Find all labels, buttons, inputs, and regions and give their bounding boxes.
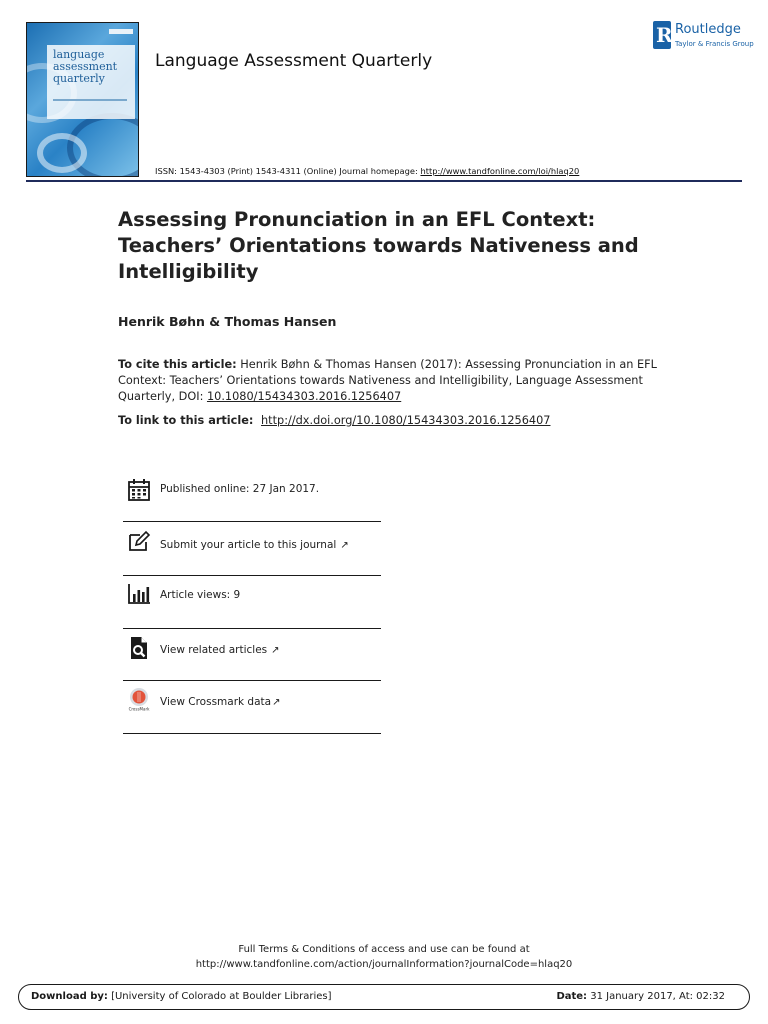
download-label: Download by: <box>31 991 108 1002</box>
article-authors: Henrik Bøhn & Thomas Hansen <box>118 314 337 329</box>
article-views-text: Article views: 9 <box>160 589 241 601</box>
related-articles-label: View related articles <box>160 644 268 656</box>
cover-decoration <box>37 133 87 173</box>
cite-label: To cite this article: <box>118 358 237 371</box>
submit-article-label: Submit your article to this journal <box>160 539 337 551</box>
cite-text: Henrik Bøhn & Thomas Hansen (2017): Assessing Pronunciation in an EFL Context: Teachers’ Orientations towards Nativeness and Intelligibility, Language Assessment Quarterly, DOI: <box>118 358 657 403</box>
published-online-text: Published online: 27 Jan 2017. <box>160 483 320 495</box>
published-online-row <box>123 475 381 527</box>
download-by <box>31 991 332 1002</box>
date-label: Date: <box>556 991 588 1002</box>
terms-url-link[interactable]: http://www.tandfonline.com/action/journalInformation?journalCode=hlaq20 <box>195 959 573 970</box>
download-date <box>556 991 725 1002</box>
submit-article-link[interactable] <box>160 539 349 551</box>
issn-text: ISSN: 1543-4303 (Print) 1543-4311 (Online) Journal homepage: <box>155 166 418 176</box>
related-articles-link[interactable] <box>160 644 280 656</box>
external-link-icon: ↗ <box>272 697 281 708</box>
download-info-bar <box>18 984 750 1010</box>
divider <box>123 733 381 734</box>
external-link-icon: ↗ <box>271 645 280 656</box>
article-link-line <box>118 414 550 427</box>
link-label: To link to this article: <box>118 414 254 427</box>
cover-title-line: language <box>53 48 105 61</box>
crossmark-icon <box>127 687 151 711</box>
cover-decoration <box>109 29 133 34</box>
citation-block <box>118 357 658 405</box>
article-views-row <box>123 580 381 632</box>
terms-line: Full Terms & Conditions of access and use can be found at <box>238 944 530 955</box>
divider <box>123 521 381 522</box>
header-divider <box>26 180 742 182</box>
divider <box>123 628 381 629</box>
calendar-icon <box>127 478 151 502</box>
crossmark-link[interactable] <box>160 696 280 708</box>
cover-decoration <box>53 99 127 101</box>
journal-title: Language Assessment Quarterly <box>155 51 433 71</box>
crossmark-icon-label: CrossMark <box>128 706 150 711</box>
divider <box>123 680 381 681</box>
edit-icon <box>127 530 151 554</box>
date-value: 31 January 2017, At: 02:32 <box>587 991 725 1002</box>
cover-title-line: assessment <box>53 60 118 73</box>
article-url-link[interactable]: http://dx.doi.org/10.1080/15434303.2016.1256407 <box>261 414 551 427</box>
download-value: [University of Colorado at Boulder Libraries] <box>107 991 332 1002</box>
journal-homepage-link[interactable]: http://www.tandfonline.com/loi/hlaq20 <box>420 166 580 176</box>
journal-cover-image <box>26 22 139 177</box>
routledge-logo-icon: R <box>653 21 671 49</box>
submit-article-row[interactable] <box>123 528 381 580</box>
divider <box>123 575 381 576</box>
doi-link[interactable]: 10.1080/15434303.2016.1256407 <box>206 390 402 403</box>
issn-line <box>155 166 579 176</box>
related-articles-row[interactable] <box>123 634 381 686</box>
article-title: Assessing Pronunciation in an EFL Context: Teachers’ Orientations towards Nativeness and Intelligibility <box>118 208 639 283</box>
crossmark-row[interactable] <box>123 686 381 738</box>
external-link-icon: ↗ <box>340 540 349 551</box>
cover-title <box>53 49 133 85</box>
crossmark-label: View Crossmark data <box>160 696 272 708</box>
publisher-logo[interactable] <box>653 21 753 51</box>
cover-title-line: quarterly <box>53 72 105 85</box>
terms-notice <box>0 942 768 972</box>
search-document-icon <box>127 636 151 660</box>
publisher-name: Routledge <box>675 22 741 37</box>
bar-chart-icon <box>127 582 151 606</box>
publisher-subtitle: Taylor & Francis Group <box>675 40 754 48</box>
